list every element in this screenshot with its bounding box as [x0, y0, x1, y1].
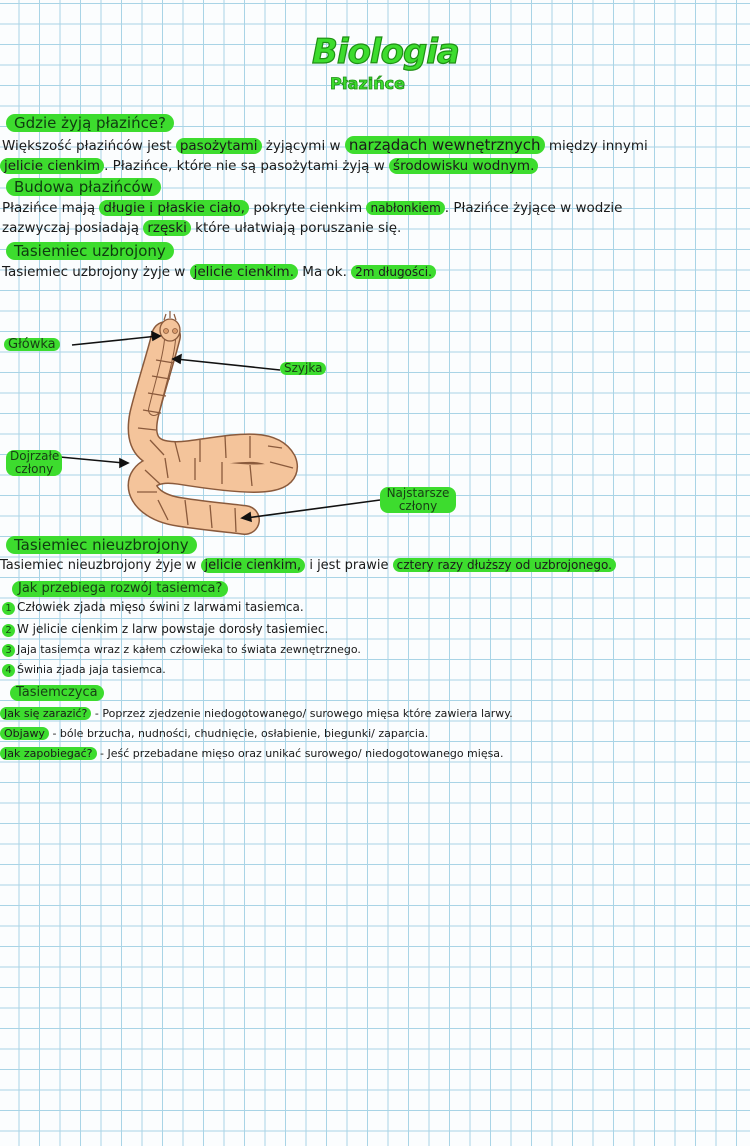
- section-heading-tasiemczyca: Tasiemczyca: [10, 685, 104, 701]
- step-number: 3: [2, 644, 15, 657]
- highlight-objawy: Objawy: [0, 727, 49, 740]
- rozwoj-step-4: [2, 663, 166, 677]
- uzbrojony-line-1: [2, 264, 436, 280]
- text: . Płazińce, które nie są pasożytami żyją w: [104, 158, 390, 174]
- page-title: Biologia: [312, 32, 459, 72]
- text: Ma ok.: [298, 264, 352, 280]
- budowa-line-1: [2, 200, 622, 216]
- tasiemczyca-line-3: [0, 747, 504, 760]
- step-text: Człowiek zjada mięso świni z larwami tasiemca.: [17, 600, 304, 614]
- highlight-jelicie-2: jelicie cienkim.: [190, 264, 298, 280]
- highlight-cztery: cztery razy dłuższy od uzbrojonego.: [393, 558, 616, 572]
- step-text: Jaja tasiemca wraz z kałem człowieka to świata zewnętrznego.: [17, 643, 361, 656]
- highlight-2m: 2m długości.: [351, 265, 436, 279]
- highlight-zarazic: Jak się zarazić?: [0, 707, 91, 720]
- step-text: W jelicie cienkim z larw powstaje dorosły tasiemiec.: [17, 622, 329, 636]
- highlight-rzeski: rzęski: [143, 220, 191, 236]
- highlight-narzadach: narządach wewnętrznych: [345, 136, 545, 154]
- budowa-line-2: [2, 220, 401, 236]
- tasiemczyca-line-2: [0, 727, 428, 740]
- page-subtitle: Płazińce: [330, 74, 405, 93]
- text: pokryte cienkim: [249, 200, 367, 216]
- text: Płazińce mają: [2, 200, 100, 216]
- diagram-arrows: [60, 332, 380, 521]
- text: - bóle brzucha, nudności, chudnięcie, osłabienie, biegunki/ zaparcia.: [48, 727, 429, 740]
- label-dojrzale-2: człony: [14, 462, 54, 476]
- text: Większość płazińców jest: [2, 138, 176, 154]
- text: - Jeść przebadane mięso oraz unikać surowego/ niedogotowanego mięsa.: [96, 747, 504, 760]
- text: Tasiemiec uzbrojony żyje w: [2, 264, 190, 280]
- text: zazwyczaj posiadają: [2, 220, 144, 236]
- label-najstarsze: [380, 487, 456, 513]
- highlight-pasozytami: pasożytami: [176, 138, 262, 154]
- rozwoj-step-2: [2, 622, 328, 637]
- section-heading-gdzie: Gdzie żyją płazińce?: [6, 114, 174, 132]
- label-najstarsze-1: Najstarsze: [386, 486, 450, 500]
- tapeworm-head: [160, 311, 180, 341]
- text: które ułatwiają poruszanie się.: [190, 220, 402, 236]
- gdzie-line-2: [0, 158, 538, 174]
- step-text: Świnia zjada jaja tasiemca.: [17, 663, 166, 676]
- gdzie-line-1: [2, 136, 648, 154]
- highlight-dlugie: długie i płaskie ciało,: [99, 200, 249, 216]
- rozwoj-step-1: [2, 600, 304, 615]
- step-number: 4: [2, 664, 15, 677]
- section-heading-rozwoj: Jak przebiega rozwój tasiemca?: [12, 581, 228, 597]
- label-glowka: Główka: [4, 338, 60, 351]
- highlight-zapobiegac: Jak zapobiegać?: [0, 747, 97, 760]
- highlight-nablonkiem: nabłonkiem: [366, 201, 444, 215]
- highlight-jelicie-3: jelicie cienkim,: [201, 558, 306, 573]
- highlight-srodowisku: środowisku wodnym.: [389, 158, 538, 174]
- tasiemczyca-line-1: [0, 707, 513, 720]
- label-najstarsze-2: człony: [398, 499, 438, 513]
- section-heading-budowa: Budowa płazińców: [6, 178, 161, 196]
- label-szyjka: Szyjka: [280, 362, 326, 375]
- text: żyjącymi w: [261, 138, 345, 154]
- section-heading-uzbrojony: Tasiemiec uzbrojony: [6, 242, 174, 260]
- label-dojrzale-1: Dojrzałe: [10, 449, 60, 463]
- text: między innymi: [544, 138, 648, 154]
- rozwoj-step-3: [2, 643, 361, 657]
- text: i jest prawie: [305, 558, 393, 573]
- text: . Płazińce żyjące w wodzie: [444, 200, 623, 216]
- text: Tasiemiec nieuzbrojony żyje w: [0, 558, 201, 573]
- label-dojrzale: [6, 450, 62, 476]
- highlight-jelicie: jelicie cienkim: [0, 158, 104, 174]
- step-number: 2: [2, 624, 15, 637]
- nieuzbrojony-line-1: [0, 558, 616, 573]
- step-number: 1: [2, 602, 15, 615]
- text: - Poprzez zjedzenie niedogotowanego/ surowego mięsa które zawiera larwy.: [91, 707, 513, 720]
- section-heading-nieuzbrojony: Tasiemiec nieuzbrojony: [6, 536, 197, 554]
